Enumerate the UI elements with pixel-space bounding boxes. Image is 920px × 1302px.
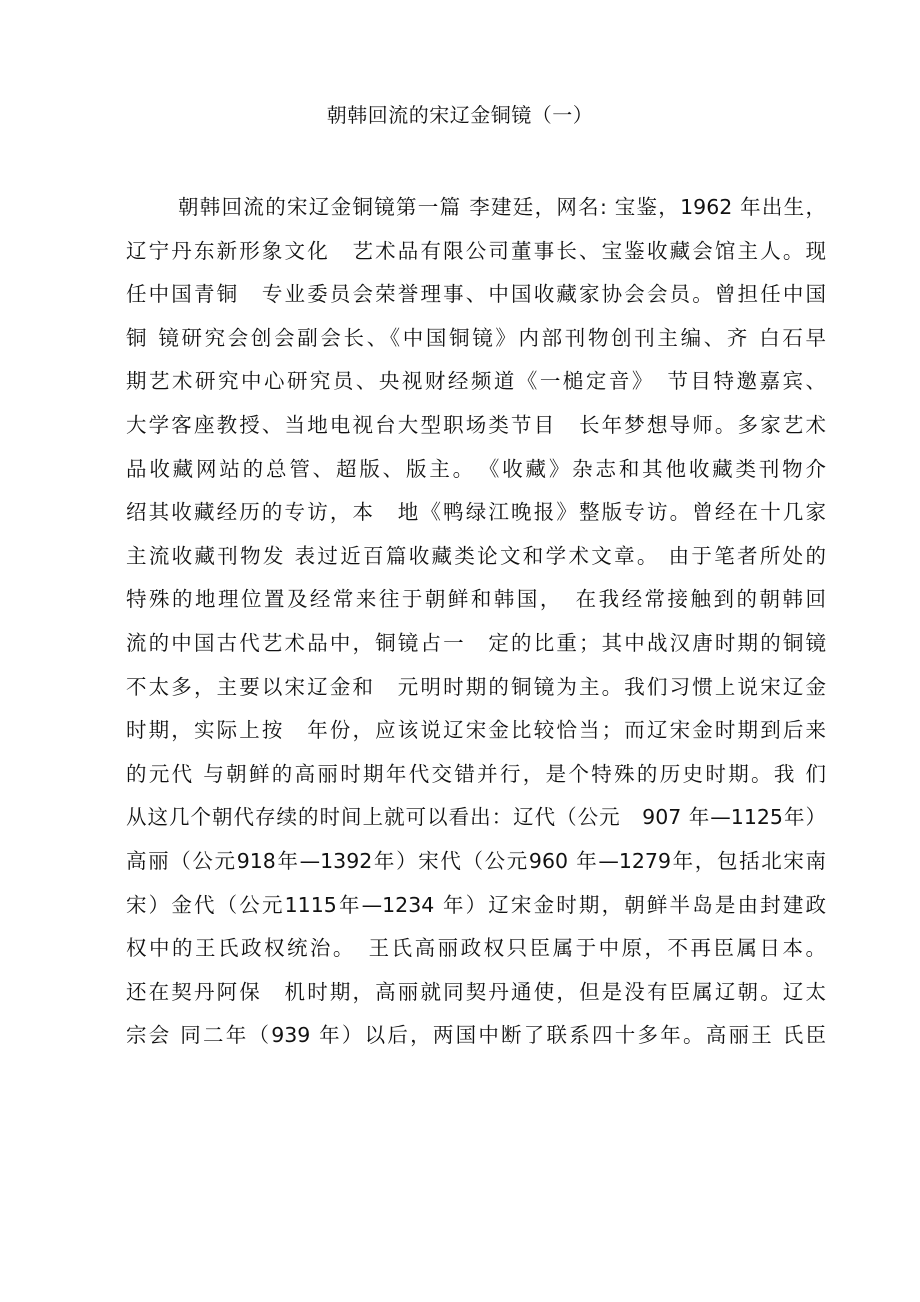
body-line-20: 宗会 同二年（939 年）以后，两国中断了联系四十多年。高丽王 氏臣 — [126, 1023, 826, 1048]
body-line-9: 主流收藏刊物发 表过近百篇收藏类论文和学术文章。 由于笔者所处的 — [126, 543, 826, 568]
body-line-13: 时期，实际上按 年份，应该说辽宋金比较恰当；而辽宋金时期到后来 — [126, 718, 826, 743]
body-line-6: 大学客座教授、当地电视台大型职场类节目 长年梦想导师。多家艺术 — [126, 412, 826, 437]
body-line-17: 宋）金代（公元1115年—1234 年）辽宋金时期，朝鲜半岛是由封建政 — [126, 892, 826, 917]
body-line-11: 流的中国古代艺术品中，铜镜占一 定的比重；其中战汉唐时期的铜镜 — [126, 630, 826, 655]
body-line-3: 任中国青铜 专业委员会荣誉理事、中国收藏家协会会员。曾担任中国 — [126, 282, 826, 307]
body-line-18: 权中的王氏政权统治。 王氏高丽政权只臣属于中原，不再臣属日本。 — [126, 936, 826, 961]
body-line-14: 的元代 与朝鲜的高丽时期年代交错并行，是个特殊的历史时期。我 们 — [126, 761, 826, 786]
body-line-2: 辽宁丹东新形象文化 艺术品有限公司董事长、宝鉴收藏会馆主人。现 — [126, 238, 826, 263]
document-title: 朝韩回流的宋辽金铜镜（一） — [326, 103, 594, 127]
body-line-8: 绍其收藏经历的专访，本 地《鸭绿江晚报》整版专访。曾经在十几家 — [126, 500, 826, 525]
document-body — [126, 186, 826, 1058]
body-line-12: 不太多，主要以宋辽金和 元明时期的铜镜为主。我们习惯上说宋辽金 — [126, 674, 826, 699]
body-line-4: 铜 镜研究会创会副会长、《中国铜镜》内部刊物创刊主编、齐 白石早 — [126, 325, 826, 350]
body-line-7: 品收藏网站的总管、超版、版主。 《收藏》杂志和其他收藏类刊物介 — [126, 456, 826, 481]
body-line-1: 朝韩回流的宋辽金铜镜第一篇 李建廷，网名: 宝鉴，1962 年出生， — [178, 195, 826, 219]
body-line-19: 还在契丹阿保 机时期，高丽就同契丹通使，但是没有臣属辽朝。辽太 — [126, 979, 826, 1004]
body-line-15: 从这几个朝代存续的时间上就可以看出：辽代（公元 907 年—1125年） — [126, 805, 826, 830]
body-line-5: 期艺术研究中心研究员、央视财经频道《一槌定音》 节目特邀嘉宾、 — [126, 369, 826, 394]
body-line-10: 特殊的地理位置及经常来往于朝鲜和韩国， 在我经常接触到的朝韩回 — [126, 587, 826, 612]
body-line-16: 高丽（公元918年—1392年）宋代（公元960 年—1279年，包括北宋南 — [126, 848, 826, 873]
